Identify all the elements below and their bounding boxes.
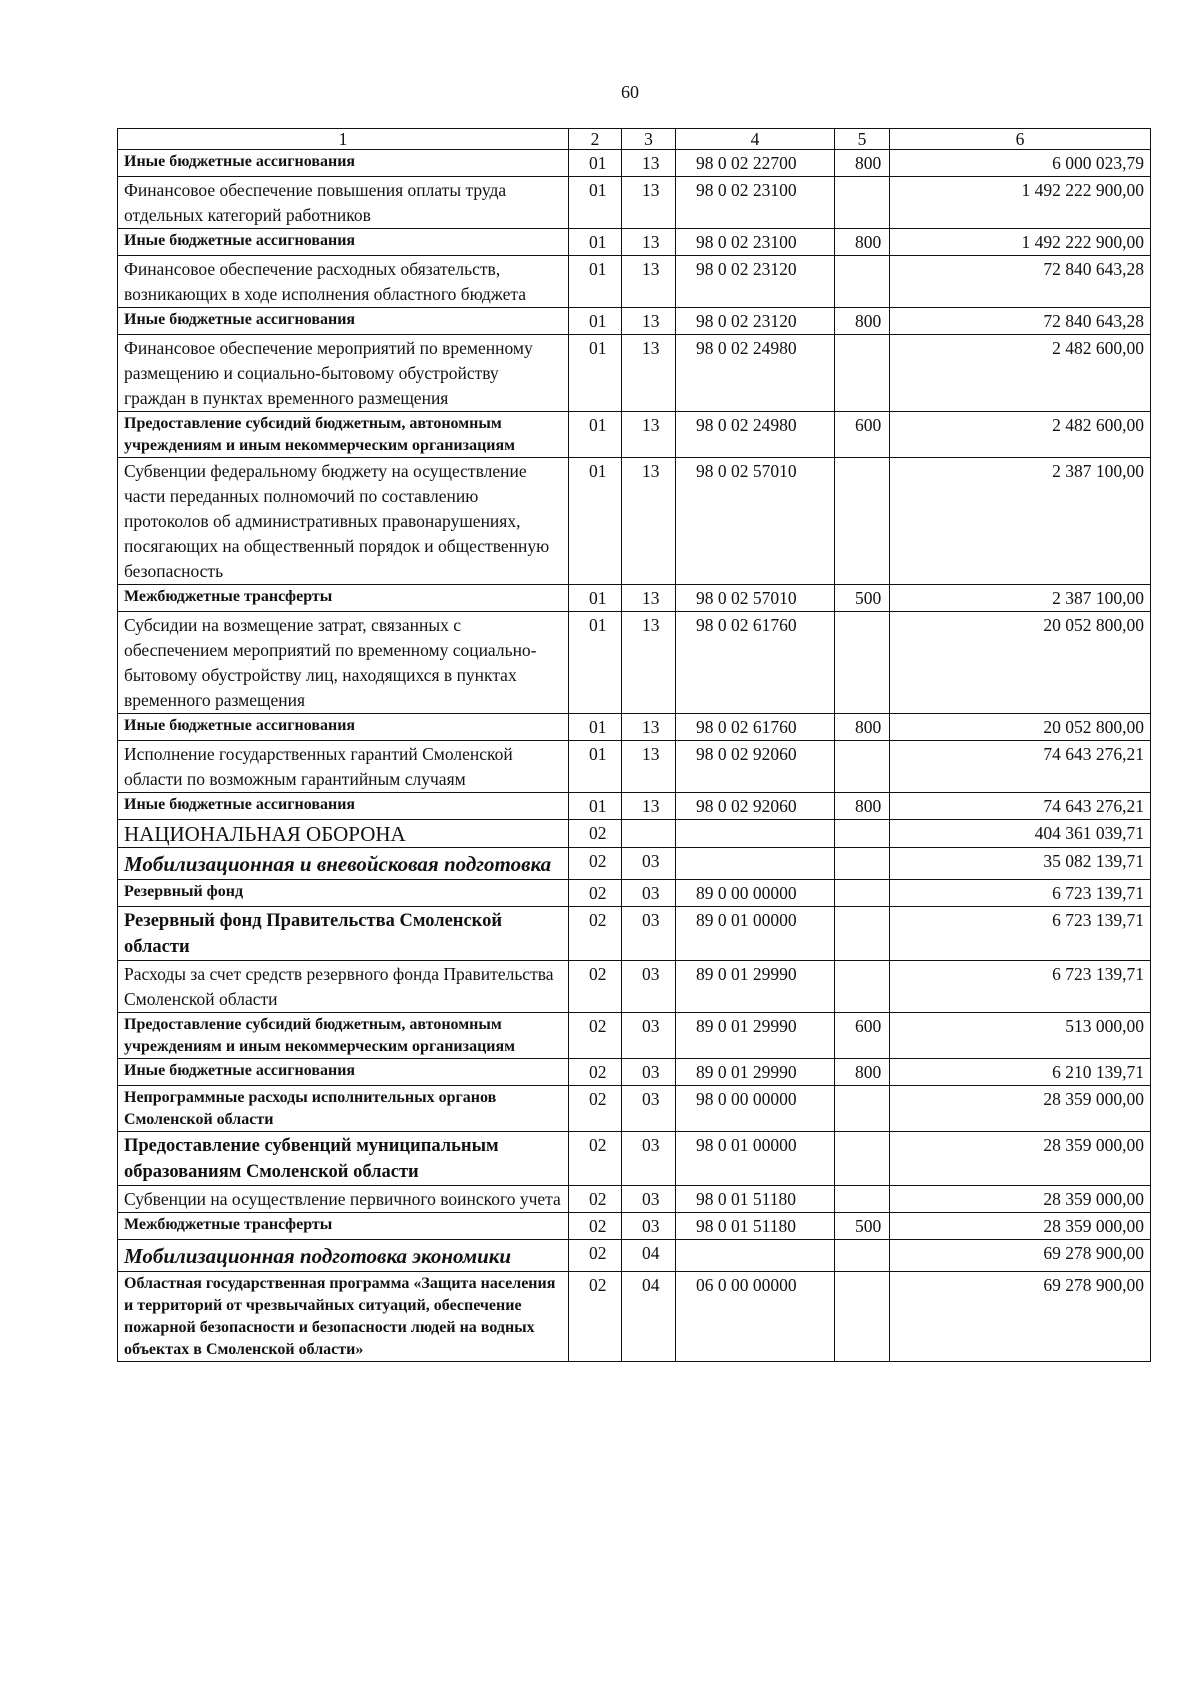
amount: 28 359 000,00 bbox=[890, 1213, 1151, 1240]
amount: 20 052 800,00 bbox=[890, 714, 1151, 741]
table-row bbox=[118, 458, 1151, 585]
expense-type-code bbox=[835, 880, 890, 907]
expense-type-code: 800 bbox=[835, 229, 890, 256]
header-cell: 1 bbox=[118, 129, 569, 150]
target-article-code bbox=[676, 820, 835, 848]
subsection-code: 13 bbox=[622, 714, 676, 741]
target-article-code: 98 0 00 00000 bbox=[676, 1086, 835, 1132]
amount: 74 643 276,21 bbox=[890, 793, 1151, 820]
table-row bbox=[118, 1186, 1151, 1213]
subsection-code: 03 bbox=[622, 1013, 676, 1059]
target-article-code: 98 0 02 24980 bbox=[676, 335, 835, 412]
subsection-code: 13 bbox=[622, 308, 676, 335]
item-name: Иные бюджетные ассигнования bbox=[118, 229, 569, 256]
table-row bbox=[118, 150, 1151, 177]
expense-type-code: 500 bbox=[835, 1213, 890, 1240]
expense-type-code bbox=[835, 1132, 890, 1186]
section-code: 01 bbox=[569, 335, 622, 412]
header-cell: 6 bbox=[890, 129, 1151, 150]
amount: 28 359 000,00 bbox=[890, 1186, 1151, 1213]
section-code: 02 bbox=[569, 1186, 622, 1213]
table-row bbox=[118, 793, 1151, 820]
subsection-code: 13 bbox=[622, 585, 676, 612]
expense-type-code: 600 bbox=[835, 1013, 890, 1059]
amount: 513 000,00 bbox=[890, 1013, 1151, 1059]
subsection-code: 03 bbox=[622, 1086, 676, 1132]
item-name: Расходы за счет средств резервного фонда Правительства Смоленской области bbox=[118, 961, 569, 1013]
table-row bbox=[118, 907, 1151, 961]
section-code: 02 bbox=[569, 1086, 622, 1132]
target-article-code: 98 0 02 61760 bbox=[676, 714, 835, 741]
expense-type-code bbox=[835, 1086, 890, 1132]
expense-type-code bbox=[835, 961, 890, 1013]
section-code: 01 bbox=[569, 412, 622, 458]
target-article-code: 89 0 01 29990 bbox=[676, 1059, 835, 1086]
amount: 1 492 222 900,00 bbox=[890, 229, 1151, 256]
table-row bbox=[118, 1240, 1151, 1272]
item-name: Непрограммные расходы исполнительных органов Смоленской области bbox=[118, 1086, 569, 1132]
table-row bbox=[118, 1213, 1151, 1240]
header-row bbox=[118, 129, 1151, 150]
section-code: 01 bbox=[569, 458, 622, 585]
item-name: Мобилизационная и вневойсковая подготовка bbox=[118, 848, 569, 880]
amount: 6 723 139,71 bbox=[890, 907, 1151, 961]
table-row bbox=[118, 714, 1151, 741]
expense-type-code bbox=[835, 741, 890, 793]
table-row bbox=[118, 741, 1151, 793]
amount: 72 840 643,28 bbox=[890, 256, 1151, 308]
table-row bbox=[118, 1086, 1151, 1132]
header-cell: 3 bbox=[622, 129, 676, 150]
subsection-code: 03 bbox=[622, 961, 676, 1013]
target-article-code: 98 0 01 51180 bbox=[676, 1213, 835, 1240]
subsection-code: 03 bbox=[622, 1059, 676, 1086]
target-article-code bbox=[676, 848, 835, 880]
amount: 28 359 000,00 bbox=[890, 1132, 1151, 1186]
item-name: Областная государственная программа «Защита населения и территорий от чрезвычайных ситуаций, обеспечение пожарной безопасности и безопасности людей на водных объектах в Смоленской области» bbox=[118, 1272, 569, 1362]
expense-type-code bbox=[835, 335, 890, 412]
section-code: 02 bbox=[569, 961, 622, 1013]
item-name: Резервный фонд bbox=[118, 880, 569, 907]
item-name: Межбюджетные трансферты bbox=[118, 585, 569, 612]
section-code: 02 bbox=[569, 907, 622, 961]
amount: 20 052 800,00 bbox=[890, 612, 1151, 714]
expense-type-code: 800 bbox=[835, 150, 890, 177]
target-article-code: 06 0 00 00000 bbox=[676, 1272, 835, 1362]
amount: 72 840 643,28 bbox=[890, 308, 1151, 335]
amount: 35 082 139,71 bbox=[890, 848, 1151, 880]
expense-type-code bbox=[835, 820, 890, 848]
subsection-code: 03 bbox=[622, 1213, 676, 1240]
expense-type-code bbox=[835, 1272, 890, 1362]
subsection-code: 13 bbox=[622, 458, 676, 585]
section-code: 02 bbox=[569, 1132, 622, 1186]
amount: 2 482 600,00 bbox=[890, 412, 1151, 458]
section-code: 02 bbox=[569, 1272, 622, 1362]
table-row bbox=[118, 961, 1151, 1013]
subsection-code: 03 bbox=[622, 848, 676, 880]
item-name: Иные бюджетные ассигнования bbox=[118, 793, 569, 820]
section-code: 01 bbox=[569, 177, 622, 229]
section-code: 02 bbox=[569, 1013, 622, 1059]
item-name: Резервный фонд Правительства Смоленской области bbox=[118, 907, 569, 961]
target-article-code: 98 0 02 57010 bbox=[676, 585, 835, 612]
section-code: 01 bbox=[569, 256, 622, 308]
table-row bbox=[118, 880, 1151, 907]
section-code: 02 bbox=[569, 820, 622, 848]
subsection-code: 13 bbox=[622, 177, 676, 229]
item-name: Иные бюджетные ассигнования bbox=[118, 308, 569, 335]
section-code: 02 bbox=[569, 1059, 622, 1086]
amount: 2 387 100,00 bbox=[890, 585, 1151, 612]
expense-type-code: 800 bbox=[835, 714, 890, 741]
subsection-code: 03 bbox=[622, 907, 676, 961]
table-row bbox=[118, 229, 1151, 256]
expense-type-code bbox=[835, 458, 890, 585]
section-code: 01 bbox=[569, 229, 622, 256]
page-number: 60 bbox=[621, 82, 639, 102]
section-code: 02 bbox=[569, 880, 622, 907]
item-name: Субвенции на осуществление первичного воинского учета bbox=[118, 1186, 569, 1213]
section-code: 01 bbox=[569, 793, 622, 820]
amount: 6 000 023,79 bbox=[890, 150, 1151, 177]
item-name: Предоставление субвенций муниципальным образованиям Смоленской области bbox=[118, 1132, 569, 1186]
item-name: Мобилизационная подготовка экономики bbox=[118, 1240, 569, 1272]
item-name: Финансовое обеспечение мероприятий по временному размещению и социально-бытовому обустройству граждан в пунктах временного размещения bbox=[118, 335, 569, 412]
target-article-code: 98 0 01 51180 bbox=[676, 1186, 835, 1213]
item-name: Предоставление субсидий бюджетным, автономным учреждениям и иным некоммерческим организациям bbox=[118, 1013, 569, 1059]
amount: 2 482 600,00 bbox=[890, 335, 1151, 412]
target-article-code: 98 0 01 00000 bbox=[676, 1132, 835, 1186]
amount: 28 359 000,00 bbox=[890, 1086, 1151, 1132]
item-name: НАЦИОНАЛЬНАЯ ОБОРОНА bbox=[118, 820, 569, 848]
table-row bbox=[118, 177, 1151, 229]
target-article-code: 98 0 02 23100 bbox=[676, 177, 835, 229]
section-code: 02 bbox=[569, 1240, 622, 1272]
table-row bbox=[118, 412, 1151, 458]
expense-type-code bbox=[835, 256, 890, 308]
subsection-code bbox=[622, 820, 676, 848]
subsection-code: 04 bbox=[622, 1272, 676, 1362]
target-article-code: 98 0 02 24980 bbox=[676, 412, 835, 458]
item-name: Предоставление субсидий бюджетным, автономным учреждениям и иным некоммерческим организациям bbox=[118, 412, 569, 458]
expense-type-code bbox=[835, 848, 890, 880]
table-row bbox=[118, 612, 1151, 714]
target-article-code: 98 0 02 22700 bbox=[676, 150, 835, 177]
section-code: 01 bbox=[569, 714, 622, 741]
expense-type-code: 800 bbox=[835, 308, 890, 335]
target-article-code: 98 0 02 57010 bbox=[676, 458, 835, 585]
subsection-code: 13 bbox=[622, 256, 676, 308]
table-row bbox=[118, 1132, 1151, 1186]
amount: 6 210 139,71 bbox=[890, 1059, 1151, 1086]
section-code: 01 bbox=[569, 585, 622, 612]
section-code: 01 bbox=[569, 308, 622, 335]
amount: 404 361 039,71 bbox=[890, 820, 1151, 848]
item-name: Субсидии на возмещение затрат, связанных с обеспечением мероприятий по временному социально-бытовому обустройству лиц, находящихся в пунктах временного размещения bbox=[118, 612, 569, 714]
subsection-code: 13 bbox=[622, 229, 676, 256]
subsection-code: 13 bbox=[622, 150, 676, 177]
target-article-code: 98 0 02 23120 bbox=[676, 256, 835, 308]
table-row bbox=[118, 1013, 1151, 1059]
subsection-code: 03 bbox=[622, 880, 676, 907]
header-cell: 2 bbox=[569, 129, 622, 150]
table-row bbox=[118, 335, 1151, 412]
table-row bbox=[118, 820, 1151, 848]
section-code: 01 bbox=[569, 612, 622, 714]
target-article-code: 98 0 02 61760 bbox=[676, 612, 835, 714]
section-code: 01 bbox=[569, 741, 622, 793]
budget-table bbox=[117, 128, 1151, 1362]
expense-type-code: 600 bbox=[835, 412, 890, 458]
subsection-code: 13 bbox=[622, 793, 676, 820]
expense-type-code: 800 bbox=[835, 1059, 890, 1086]
expense-type-code bbox=[835, 1186, 890, 1213]
header-cell: 5 bbox=[835, 129, 890, 150]
amount: 74 643 276,21 bbox=[890, 741, 1151, 793]
target-article-code: 89 0 01 29990 bbox=[676, 961, 835, 1013]
subsection-code: 13 bbox=[622, 412, 676, 458]
subsection-code: 13 bbox=[622, 335, 676, 412]
amount: 6 723 139,71 bbox=[890, 961, 1151, 1013]
header-cell: 4 bbox=[676, 129, 835, 150]
expense-type-code bbox=[835, 177, 890, 229]
item-name: Исполнение государственных гарантий Смоленской области по возможным гарантийным случаям bbox=[118, 741, 569, 793]
expense-type-code: 800 bbox=[835, 793, 890, 820]
expense-type-code bbox=[835, 1240, 890, 1272]
item-name: Иные бюджетные ассигнования bbox=[118, 150, 569, 177]
item-name: Субвенции федеральному бюджету на осуществление части переданных полномочий по составлению протоколов об административных правонарушениях, посягающих на общественный порядок и общественную безопасность bbox=[118, 458, 569, 585]
item-name: Межбюджетные трансферты bbox=[118, 1213, 569, 1240]
section-code: 02 bbox=[569, 1213, 622, 1240]
amount: 6 723 139,71 bbox=[890, 880, 1151, 907]
target-article-code: 98 0 02 92060 bbox=[676, 793, 835, 820]
table-row bbox=[118, 1272, 1151, 1362]
subsection-code: 04 bbox=[622, 1240, 676, 1272]
amount: 2 387 100,00 bbox=[890, 458, 1151, 585]
subsection-code: 13 bbox=[622, 741, 676, 793]
target-article-code: 89 0 00 00000 bbox=[676, 880, 835, 907]
target-article-code: 89 0 01 00000 bbox=[676, 907, 835, 961]
amount: 69 278 900,00 bbox=[890, 1272, 1151, 1362]
target-article-code: 98 0 02 23120 bbox=[676, 308, 835, 335]
amount: 69 278 900,00 bbox=[890, 1240, 1151, 1272]
table-row bbox=[118, 1059, 1151, 1086]
item-name: Финансовое обеспечение расходных обязательств, возникающих в ходе исполнения областного бюджета bbox=[118, 256, 569, 308]
expense-type-code bbox=[835, 907, 890, 961]
section-code: 02 bbox=[569, 848, 622, 880]
expense-type-code: 500 bbox=[835, 585, 890, 612]
subsection-code: 13 bbox=[622, 612, 676, 714]
target-article-code: 98 0 02 23100 bbox=[676, 229, 835, 256]
subsection-code: 03 bbox=[622, 1132, 676, 1186]
item-name: Иные бюджетные ассигнования bbox=[118, 714, 569, 741]
table-row bbox=[118, 585, 1151, 612]
section-code: 01 bbox=[569, 150, 622, 177]
subsection-code: 03 bbox=[622, 1186, 676, 1213]
table-row bbox=[118, 848, 1151, 880]
item-name: Иные бюджетные ассигнования bbox=[118, 1059, 569, 1086]
table-row bbox=[118, 256, 1151, 308]
table-row bbox=[118, 308, 1151, 335]
amount: 1 492 222 900,00 bbox=[890, 177, 1151, 229]
item-name: Финансовое обеспечение повышения оплаты труда отдельных категорий работников bbox=[118, 177, 569, 229]
expense-type-code bbox=[835, 612, 890, 714]
target-article-code bbox=[676, 1240, 835, 1272]
target-article-code: 98 0 02 92060 bbox=[676, 741, 835, 793]
target-article-code: 89 0 01 29990 bbox=[676, 1013, 835, 1059]
